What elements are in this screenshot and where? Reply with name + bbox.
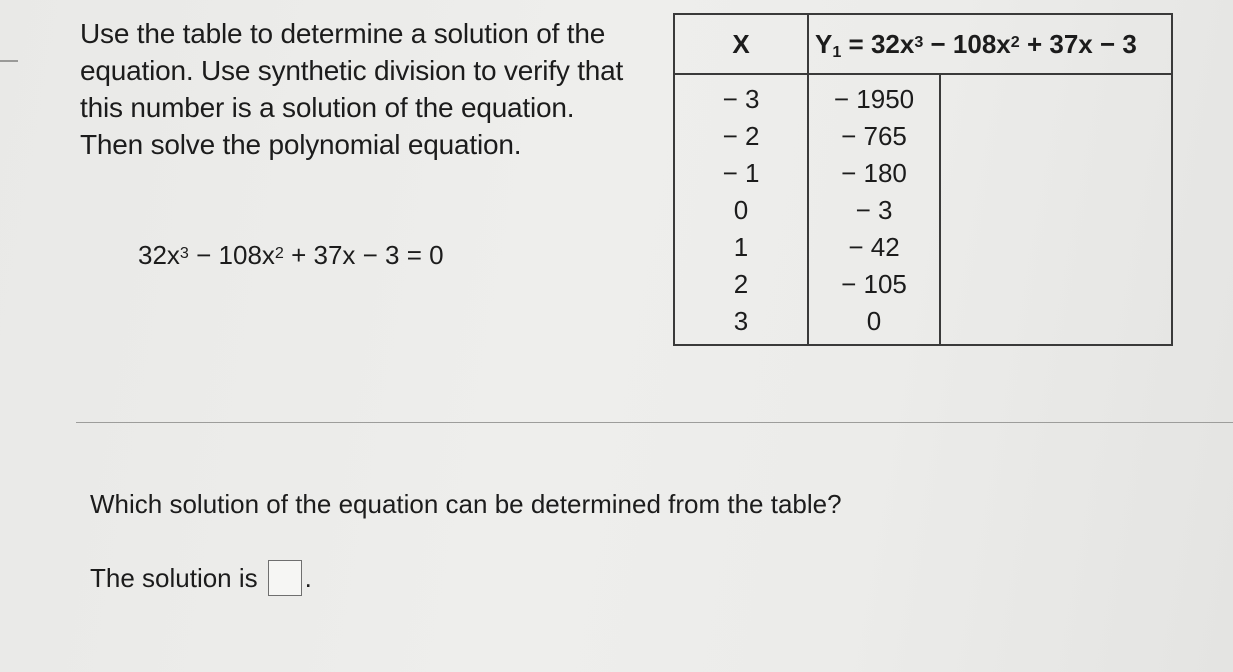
question-text: Which solution of the equation can be determined from the table? [90,489,842,519]
column-header-y1 [808,14,1172,74]
function-value-table [673,13,1173,346]
header-y-subscript: 1 [832,43,842,62]
header-y-exponent-2: 2 [1010,32,1020,51]
y1-value-cell: − 42 [848,232,900,262]
header-y-letter: Y [815,28,833,59]
y1-value-cell: − 105 [841,269,907,299]
margin-dash [0,60,18,62]
x-value-cell: 3 [733,306,749,336]
equation-cubic-term: 32x [138,240,180,270]
header-y-exponent-3: 3 [914,32,924,51]
y1-value-cell: − 180 [841,158,907,188]
answer-prefix: The solution is [90,562,258,593]
answer-input-box[interactable] [268,560,302,596]
y1-value-cell: − 1950 [833,84,915,114]
x-value-cell: − 3 [722,84,760,114]
header-y-rest: + 37x − 3 [1019,28,1137,59]
x-value-cell: − 1 [722,158,760,188]
header-y-quadratic: − 108x [923,28,1011,59]
answer-suffix: . [304,562,312,593]
header-y-cubic: = 32x [841,28,915,59]
empty-column [940,74,1172,345]
x-value-cell: 1 [733,232,749,262]
equation-exponent-3: 3 [179,244,189,263]
x-value-cell: − 2 [722,121,760,151]
y1-value-cell: 0 [866,306,882,336]
equation-quadratic-term: − 108x [188,240,275,270]
y1-value-cell: − 3 [855,195,893,225]
equation-exponent-2: 2 [274,244,284,263]
table-header-row [674,14,1172,74]
x-values-column [674,74,808,345]
table-body-row [674,74,1172,345]
y1-values-column [808,74,940,345]
column-header-x: X [674,14,808,74]
polynomial-equation [138,240,444,271]
problem-instructions: Use the table to determine a solution of the equation. Use synthetic division to verify that this number is a solution of the equation. Then solve the polynomial equation. [80,18,624,160]
x-value-cell: 2 [733,269,749,299]
x-value-cell: 0 [733,195,749,225]
equation-remainder: + 37x − 3 = 0 [283,240,444,270]
y1-value-cell: − 765 [841,121,907,151]
answer-line [90,560,312,596]
section-divider [76,422,1233,423]
